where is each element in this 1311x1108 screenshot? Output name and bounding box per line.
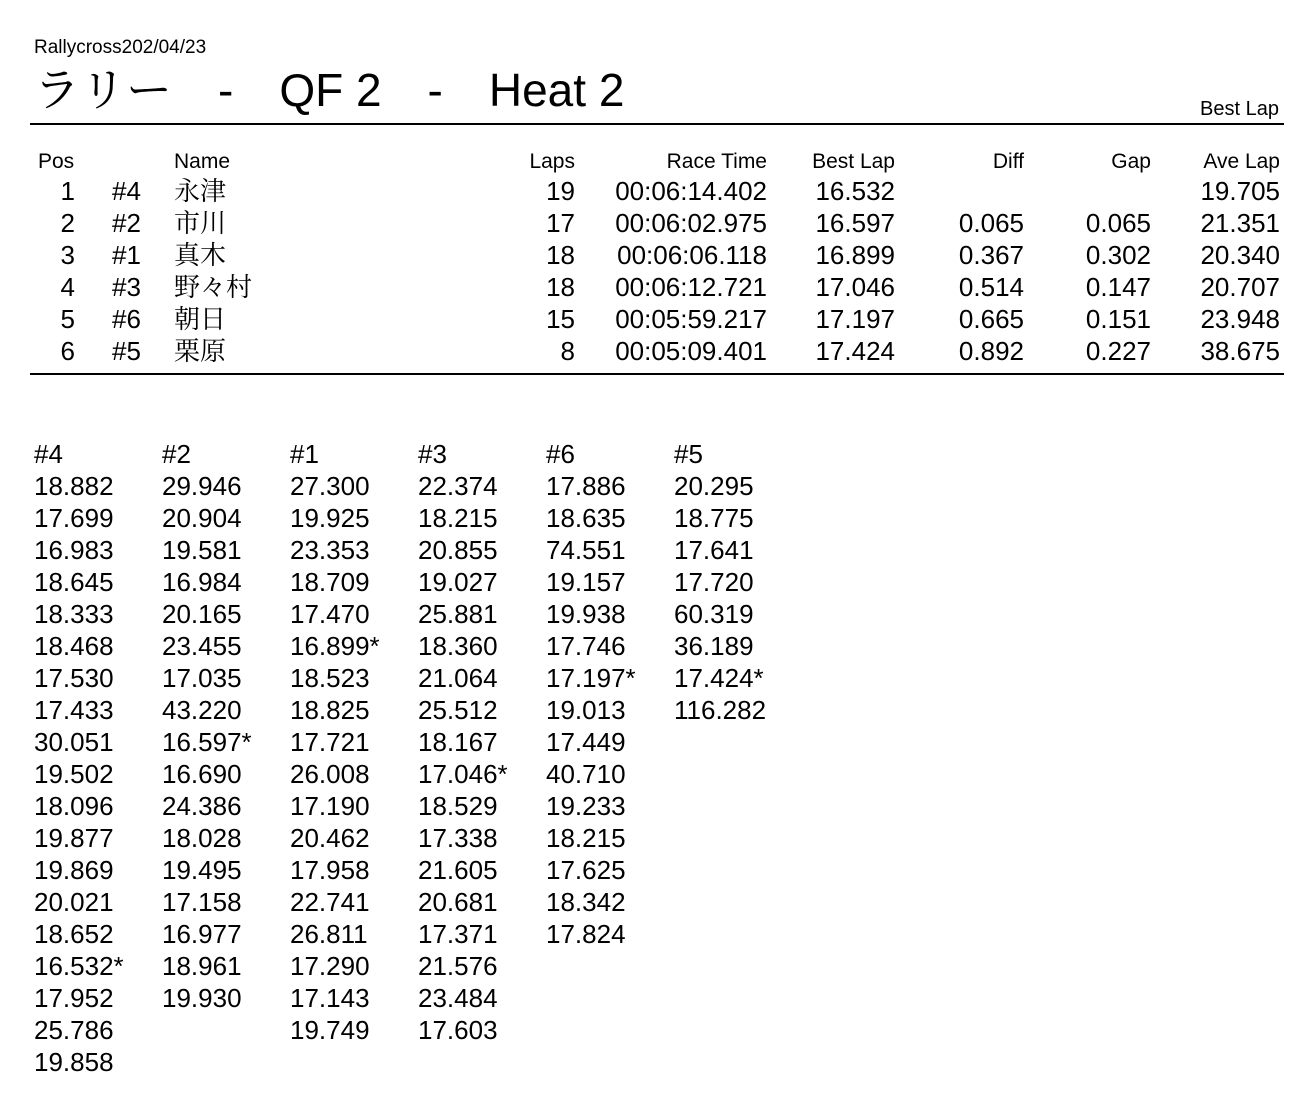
lap-time: 17.371 [418, 919, 498, 949]
lap-time: 17.197* [546, 663, 636, 693]
row-car-number: #2 [112, 208, 141, 238]
lap-time: 17.952 [34, 983, 114, 1013]
lap-time: 16.690 [162, 759, 242, 789]
lap-time: 16.977 [162, 919, 242, 949]
lap-time: 26.811 [290, 919, 368, 949]
lap-time: 18.468 [34, 631, 114, 661]
row-best-lap: 16.597 [815, 208, 895, 238]
row-ave-lap: 19.705 [1200, 176, 1280, 206]
lap-time: 20.021 [34, 887, 114, 917]
lap-column-car: #1 [290, 439, 319, 469]
row-race-time: 00:06:02.975 [615, 208, 767, 238]
lap-time: 18.825 [290, 695, 370, 725]
lap-time: 17.449 [546, 727, 626, 757]
lap-time: 20.681 [418, 887, 498, 917]
row-best-lap: 17.046 [815, 272, 895, 302]
lap-column [162, 438, 252, 1014]
lap-time: 21.605 [418, 855, 498, 885]
lap-time: 20.462 [290, 823, 370, 853]
lap-time: 24.386 [162, 791, 242, 821]
lap-time: 27.300 [290, 471, 370, 501]
lap-time: 17.338 [418, 823, 498, 853]
lap-time: 17.424* [674, 663, 764, 693]
lap-time: 17.720 [674, 567, 754, 597]
lap-time: 18.529 [418, 791, 498, 821]
row-ave-lap: 38.675 [1200, 336, 1280, 366]
lap-time: 19.938 [546, 599, 626, 629]
row-gap: 0.147 [1085, 272, 1151, 302]
row-race-time: 00:06:12.721 [615, 272, 767, 302]
row-gap: 0.227 [1085, 336, 1151, 366]
lap-time: 18.882 [34, 471, 114, 501]
header-best-lap: Best Lap [812, 150, 895, 173]
lap-time: 23.455 [162, 631, 242, 661]
lap-time: 17.190 [290, 791, 370, 821]
lap-time: 19.869 [34, 855, 114, 885]
lap-time: 18.342 [546, 887, 626, 917]
lap-time: 20.855 [418, 535, 498, 565]
row-pos: 6 [60, 336, 75, 366]
lap-column [290, 438, 380, 1046]
lap-time: 19.925 [290, 503, 370, 533]
lap-time: 17.886 [546, 471, 626, 501]
row-laps: 18 [546, 240, 575, 270]
row-car-number: #1 [112, 240, 141, 270]
row-pos: 4 [60, 272, 75, 302]
header-name: Name [174, 150, 231, 173]
report-title: ラリー - QF 2 - Heat 2 [34, 64, 625, 116]
lap-time: 30.051 [34, 727, 114, 757]
lap-time: 22.374 [418, 471, 498, 501]
lap-time: 18.096 [34, 791, 114, 821]
lap-time: 16.532* [34, 951, 124, 981]
row-car-number: #6 [112, 304, 141, 334]
row-laps: 19 [546, 176, 575, 206]
lap-time: 43.220 [162, 695, 242, 725]
row-laps: 15 [546, 304, 575, 334]
lap-time: 18.645 [34, 567, 114, 597]
lap-time: 60.319 [674, 599, 754, 629]
lap-time: 21.064 [418, 663, 498, 693]
lap-time: 17.290 [290, 951, 370, 981]
lap-time: 17.625 [546, 855, 626, 885]
row-race-time: 00:06:14.402 [615, 176, 767, 206]
lap-time: 18.523 [290, 663, 370, 693]
lap-time: 18.961 [162, 951, 242, 981]
row-driver-name: 真木 [174, 240, 227, 270]
lap-time: 19.027 [418, 567, 498, 597]
lap-time: 19.877 [34, 823, 114, 853]
lap-time: 29.946 [162, 471, 242, 501]
row-best-lap: 16.899 [815, 240, 895, 270]
lap-time: 17.641 [674, 535, 754, 565]
row-ave-lap: 20.707 [1200, 272, 1280, 302]
lap-time: 17.470 [290, 599, 370, 629]
row-diff: 0.665 [958, 304, 1024, 334]
lap-time: 17.958 [290, 855, 370, 885]
row-laps: 17 [546, 208, 575, 238]
header-pos: Pos [38, 150, 75, 173]
lap-time: 16.899* [290, 631, 380, 661]
lap-time: 16.597* [162, 727, 252, 757]
top-divider [30, 123, 1284, 125]
lap-time: 25.786 [34, 1015, 114, 1045]
row-diff: 0.367 [958, 240, 1024, 270]
lap-time: 23.353 [290, 535, 370, 565]
lap-time: 19.930 [162, 983, 242, 1013]
row-best-lap: 17.197 [815, 304, 895, 334]
lap-time: 36.189 [674, 631, 754, 661]
row-pos: 2 [60, 208, 75, 238]
lap-time: 18.775 [674, 503, 754, 533]
lap-column-car: #6 [546, 439, 575, 469]
lap-column [418, 438, 508, 1046]
bottom-divider [30, 373, 1284, 375]
lap-time: 16.983 [34, 535, 114, 565]
row-driver-name: 栗原 [174, 336, 227, 366]
row-ave-lap: 21.351 [1200, 208, 1280, 238]
lap-time: 17.699 [34, 503, 114, 533]
lap-time: 17.433 [34, 695, 114, 725]
header-diff: Diff [992, 150, 1024, 173]
lap-column [546, 438, 636, 950]
lap-time: 19.157 [546, 567, 626, 597]
lap-time: 17.746 [546, 631, 626, 661]
header-laps: Laps [529, 150, 575, 173]
header-race-time: Race Time [666, 150, 767, 173]
row-gap: 0.151 [1085, 304, 1151, 334]
row-diff: 0.892 [958, 336, 1024, 366]
lap-time: 20.295 [674, 471, 754, 501]
best-lap-caption: Best Lap [1200, 98, 1279, 120]
row-laps: 18 [546, 272, 575, 302]
row-driver-name: 永津 [174, 176, 227, 206]
row-gap: 0.065 [1085, 208, 1151, 238]
lap-time: 20.904 [162, 503, 242, 533]
lap-time: 18.028 [162, 823, 242, 853]
row-driver-name: 市川 [174, 208, 227, 238]
lap-time: 19.749 [290, 1015, 370, 1045]
row-laps: 8 [560, 336, 575, 366]
row-car-number: #4 [112, 176, 141, 206]
lap-time: 19.495 [162, 855, 242, 885]
lap-time: 18.215 [418, 503, 498, 533]
lap-time: 17.721 [290, 727, 370, 757]
lap-time: 17.603 [418, 1015, 498, 1045]
lap-time: 18.635 [546, 503, 626, 533]
row-driver-name: 朝日 [174, 304, 227, 334]
lap-time: 19.502 [34, 759, 114, 789]
row-pos: 1 [60, 176, 75, 206]
lap-time: 116.282 [674, 695, 767, 725]
row-diff: 0.065 [958, 208, 1024, 238]
row-race-time: 00:05:09.401 [615, 336, 767, 366]
lap-time: 25.881 [418, 599, 498, 629]
lap-column-car: #2 [162, 439, 191, 469]
row-gap: 0.302 [1085, 240, 1151, 270]
lap-time: 18.215 [546, 823, 626, 853]
lap-time: 26.008 [290, 759, 370, 789]
row-driver-name: 野々村 [174, 272, 253, 302]
lap-time: 17.046* [418, 759, 508, 789]
lap-time: 17.035 [162, 663, 242, 693]
lap-time: 18.709 [290, 567, 370, 597]
row-best-lap: 17.424 [815, 336, 895, 366]
lap-time: 17.158 [162, 887, 242, 917]
lap-time: 16.984 [162, 567, 242, 597]
lap-column [674, 438, 766, 726]
row-car-number: #3 [112, 272, 141, 302]
row-ave-lap: 23.948 [1200, 304, 1280, 334]
lap-time: 25.512 [418, 695, 498, 725]
row-diff: 0.514 [958, 272, 1024, 302]
lap-time: 40.710 [546, 759, 626, 789]
lap-time: 19.013 [546, 695, 626, 725]
lap-time: 20.165 [162, 599, 242, 629]
row-pos: 3 [60, 240, 75, 270]
row-ave-lap: 20.340 [1200, 240, 1280, 270]
header-ave-lap: Ave Lap [1203, 150, 1280, 173]
lap-time: 17.530 [34, 663, 114, 693]
lap-time: 19.233 [546, 791, 626, 821]
lap-time: 74.551 [546, 535, 626, 565]
row-race-time: 00:05:59.217 [615, 304, 767, 334]
row-race-time: 00:06:06.118 [617, 240, 767, 270]
lap-time: 18.333 [34, 599, 114, 629]
lap-time: 19.581 [162, 535, 242, 565]
lap-time: 17.824 [546, 919, 626, 949]
lap-time: 18.360 [418, 631, 498, 661]
row-car-number: #5 [112, 336, 141, 366]
lap-column-car: #5 [674, 439, 703, 469]
lap-column-car: #4 [34, 439, 63, 469]
lap-time: 18.167 [418, 727, 498, 757]
row-best-lap: 16.532 [815, 176, 895, 206]
lap-time: 18.652 [34, 919, 114, 949]
lap-time: 17.143 [290, 983, 370, 1013]
lap-column-car: #3 [418, 439, 447, 469]
lap-time: 19.858 [34, 1047, 114, 1077]
lap-time: 23.484 [418, 983, 498, 1013]
report-subtitle: Rallycross202/04/23 [34, 37, 207, 58]
lap-time: 22.741 [290, 887, 370, 917]
lap-column [34, 438, 124, 1078]
row-pos: 5 [60, 304, 75, 334]
lap-time: 21.576 [418, 951, 498, 981]
header-gap: Gap [1111, 150, 1151, 173]
